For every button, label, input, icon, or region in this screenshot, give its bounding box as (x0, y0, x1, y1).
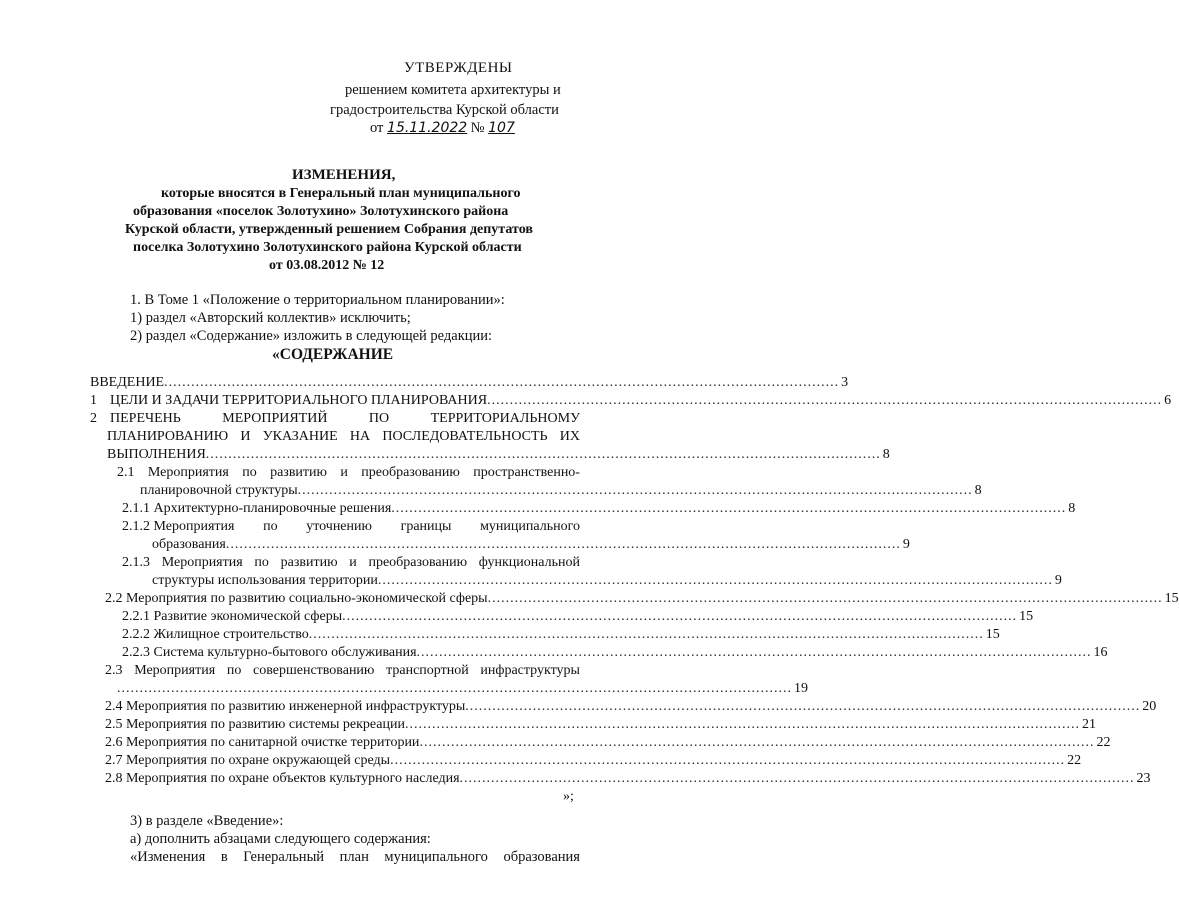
toc-list-page: 8 (882, 447, 890, 462)
toc-2-2-3-label: 2.2.3 Система культурно-бытового обслуживания (122, 645, 417, 660)
doc-header-line-4: поселка Золотухино Золотухинского района Курской области (133, 240, 522, 255)
toc-2-1-3-line-2-label: структуры использования территории (152, 573, 378, 588)
toc-2-1-3-word: и (349, 555, 357, 570)
toc-list-word: МЕРОПРИЯТИЙ (222, 411, 328, 426)
toc-goals (90, 393, 1172, 409)
after-line-1: 3) в разделе «Введение»: (130, 813, 284, 829)
after-line-3-word: «Изменения (130, 849, 206, 865)
doc-header-line-3: Курской области, утвержденный решением Собрания депутатов (125, 222, 533, 237)
toc-2-2-3-page: 16 (1093, 645, 1108, 660)
toc-leader-dots: ...................................................................................................................................................... (465, 699, 1141, 714)
toc-leader-dots: ...................................................................................................................................................... (342, 609, 1018, 624)
contents-title: «СОДЕРЖАНИЕ (272, 346, 394, 363)
doc-header-line-2: образования «поселок Золотухино» Золотухинского района (133, 204, 509, 219)
toc-2-6-page: 22 (1096, 735, 1111, 750)
after-line-3-word: образования (503, 849, 580, 865)
toc-2-2-2-label: 2.2.2 Жилищное строительство (122, 627, 309, 642)
toc-2-1-3-word: развитию (280, 555, 338, 570)
approval-from-label: от (370, 120, 384, 136)
doc-title: ИЗМЕНЕНИЯ, (292, 167, 396, 183)
toc-2-2-2-page: 15 (985, 627, 1000, 642)
approval-line-2: градостроительства Курской области (330, 102, 559, 118)
toc-leader-dots: ...................................................................................................................................................... (459, 771, 1135, 786)
toc-2-1-line-1 (117, 465, 580, 481)
toc-2-2 (105, 591, 1179, 607)
after-line-3 (130, 849, 580, 866)
toc-2-2-3 (122, 645, 1108, 661)
toc-2-1-1-page: 8 (1068, 501, 1076, 516)
toc-2-1-line-2 (140, 483, 982, 499)
toc-2-5-label: 2.5 Мероприятия по развитию системы рекреации (105, 717, 405, 732)
toc-2-4-label: 2.4 Мероприятия по развитию инженерной инфраструктуры (105, 699, 466, 714)
approval-title: УТВЕРЖДЕНЫ (404, 60, 513, 76)
toc-leader-dots: ...................................................................................................................................................... (377, 573, 1053, 588)
toc-2-1-2-word: уточнению (306, 519, 372, 534)
toc-list-line-3 (107, 447, 890, 463)
approval-number-label: № (470, 120, 485, 136)
toc-2-1-word: развитию (270, 465, 327, 480)
after-line-3-word: в (220, 849, 228, 865)
toc-2-1-3-page: 9 (1054, 573, 1062, 588)
toc-2-1-2-line-1 (122, 519, 580, 535)
toc-2-1-3-word: 2.1.3 (122, 555, 150, 570)
toc-2-3-word: по (226, 663, 242, 678)
toc-2-4 (105, 699, 1157, 715)
toc-2-1-1 (122, 501, 1076, 517)
toc-leader-dots: ...................................................................................................................................................... (487, 393, 1163, 408)
toc-2-1-3-line-1 (122, 555, 580, 571)
toc-2-2-1 (122, 609, 1034, 625)
toc-2-2-1-page: 15 (1019, 609, 1034, 624)
doc-header-line-1: которые вносятся в Генеральный план муниципального (161, 186, 521, 201)
toc-leader-dots: ...................................................................................................................................................... (297, 483, 973, 498)
toc-2-1-2-word: границы (400, 519, 452, 534)
toc-2-2-page: 15 (1164, 591, 1179, 606)
toc-2-1-3-word: Мероприятия (161, 555, 243, 570)
toc-leader-dots: ...................................................................................................................................................... (419, 735, 1095, 750)
toc-list-word: ТЕРРИТОРИАЛЬНОМУ (430, 411, 580, 426)
toc-2-4-page: 20 (1142, 699, 1157, 714)
approval-date: 15.11.2022 (387, 120, 468, 136)
toc-2-1-3-word: функциональной (478, 555, 580, 570)
toc-2-3-page: 19 (794, 681, 808, 696)
toc-2-3-word: 2.3 (105, 663, 123, 678)
toc-leader-dots: ...................................................................................................................................................... (117, 681, 792, 696)
after-line-3-word: муниципального (384, 849, 488, 865)
toc-list-line-1 (90, 411, 580, 427)
toc-2-1-2-line-2-label: образования (152, 537, 226, 552)
toc-2-1-2-line-2 (152, 537, 910, 553)
approval-line-1: решением комитета архитектуры и (345, 82, 561, 98)
toc-leader-dots: ...................................................................................................................................................... (390, 753, 1066, 768)
toc-list-word: ПЕРЕЧЕНЬ (110, 411, 181, 426)
toc-2-2-label: 2.2 Мероприятия по развитию социально-экономической сферы (105, 591, 488, 606)
toc-leader-dots: ...................................................................................................................................................... (308, 627, 984, 642)
toc-2-7 (105, 753, 1082, 769)
toc-2-1-2-word: муниципального (480, 519, 580, 534)
toc-2-1-2-page: 9 (902, 537, 910, 552)
toc-2-7-page: 22 (1067, 753, 1082, 768)
toc-2-3-line-1 (105, 663, 580, 679)
toc-2-1-2-word: по (263, 519, 278, 534)
intro-line-3: 2) раздел «Содержание» изложить в следующей редакции: (130, 328, 493, 344)
after-line-3-word: план (339, 849, 369, 865)
toc-2-5 (105, 717, 1096, 733)
toc-2-3-word: инфраструктуры (480, 663, 580, 678)
toc-2-1-word: по (242, 465, 257, 480)
toc-2-2-1-label: 2.2.1 Развитие экономической сферы (122, 609, 343, 624)
toc-2-1-3-word: по (254, 555, 269, 570)
toc-leader-dots: ...................................................................................................................................................... (404, 717, 1080, 732)
toc-2-3-word: Мероприятия (134, 663, 216, 678)
toc-2-7-label: 2.7 Мероприятия по охране окружающей среды (105, 753, 391, 768)
toc-list-words (110, 411, 580, 427)
toc-goals-label: ЦЕЛИ И ЗАДАЧИ ТЕРРИТОРИАЛЬНОГО ПЛАНИРОВАНИЯ (110, 393, 488, 408)
toc-2-1-word: 2.1 (117, 465, 135, 480)
toc-2-1-1-label: 2.1.1 Архитектурно-планировочные решения (122, 501, 392, 516)
approval-number: 107 (488, 120, 515, 136)
toc-leader-dots: ...................................................................................................................................................... (416, 645, 1092, 660)
toc-2-3-line-2 (117, 681, 808, 697)
intro-line-2: 1) раздел «Авторский коллектив» исключить; (130, 310, 411, 326)
toc-leader-dots: ...................................................................................................................................................... (205, 447, 881, 462)
toc-2-6-label: 2.6 Мероприятия по санитарной очистке территории (105, 735, 420, 750)
toc-2-3-word: транспортной (386, 663, 469, 678)
toc-2-1-word: пространственно- (473, 465, 580, 480)
toc-list-num: 2 (90, 411, 97, 426)
toc-2-8-label: 2.8 Мероприятия по охране объектов культурного наследия (105, 771, 460, 786)
toc-2-1-word: и (340, 465, 348, 480)
toc-2-1-3-word: преобразованию (368, 555, 468, 570)
toc-leader-dots: ...................................................................................................................................................... (164, 375, 840, 390)
doc-header-line-5: от 03.08.2012 № 12 (269, 258, 385, 273)
after-line-2: а) дополнить абзацами следующего содержания: (130, 831, 431, 847)
toc-goals-page: 6 (1164, 393, 1172, 408)
toc-leader-dots: ...................................................................................................................................................... (225, 537, 901, 552)
toc-leader-dots: ...................................................................................................................................................... (391, 501, 1067, 516)
toc-list-line-2: ПЛАНИРОВАНИЮ И УКАЗАНИЕ НА ПОСЛЕДОВАТЕЛЬНОСТЬ ИХ (107, 429, 580, 444)
toc-2-1-page: 8 (974, 483, 982, 498)
toc-introduction (90, 375, 849, 391)
toc-2-1-word: Мероприятия (147, 465, 229, 480)
toc-2-2-2 (122, 627, 1000, 643)
toc-2-1-3-line-2 (152, 573, 1062, 589)
toc-introduction-page: 3 (841, 375, 849, 390)
approval-date-line (370, 120, 528, 137)
toc-2-8-page: 23 (1136, 771, 1151, 786)
intro-line-1: 1. В Томе 1 «Положение о территориальном планировании»: (130, 292, 505, 308)
toc-introduction-label: ВВЕДЕНИЕ (90, 375, 165, 390)
toc-2-1-2-word: 2.1.2 Мероприятия (122, 519, 235, 534)
after-line-3-word: Генеральный (243, 849, 325, 865)
toc-list-word: ПО (368, 411, 390, 426)
toc-goals-num: 1 (90, 393, 97, 408)
toc-leader-dots: ...................................................................................................................................................... (487, 591, 1163, 606)
toc-2-5-page: 21 (1081, 717, 1096, 732)
toc-2-6 (105, 735, 1111, 751)
toc-2-3-word: совершенствованию (253, 663, 375, 678)
toc-2-1-word: преобразованию (361, 465, 460, 480)
toc-2-8 (105, 771, 1151, 787)
toc-closing-quote: »; (563, 789, 574, 804)
toc-list-line-3-label: ВЫПОЛНЕНИЯ (107, 447, 206, 462)
toc-2-1-line-2-label: планировочной структуры (140, 483, 298, 498)
